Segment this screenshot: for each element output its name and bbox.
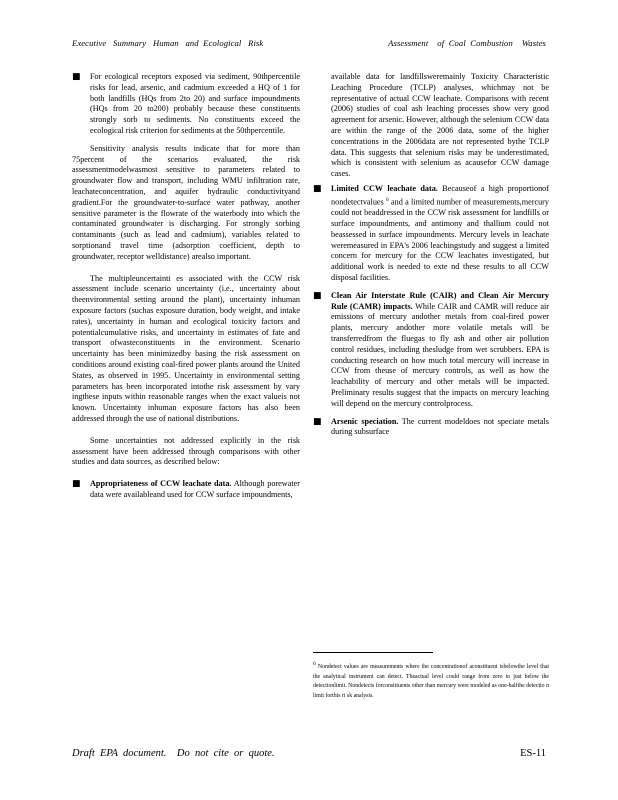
square-bullet-icon: ■ xyxy=(313,416,322,427)
square-bullet-icon: ■ xyxy=(72,479,81,490)
bullet-limited-text-post: and a limited number of measurements,mercury could not beaddressed in the CCW risk assessment for landfills or surface impoundments, and antimony and thallium could not beassessed in surface impoundments. Mercury levels in leachate weremeasured in EPA's 2006 leachingstudy and suggest a limited concern for mercury for the CCW leachates investigated, but additional work is needed to exte nd these results to all CCW disposal facilities. xyxy=(331,197,549,283)
paragraph-uncertainty: The multipleuncertainti es associated with the CCW risk assessment include scenario uncertainty (i.e., uncertainty about theenvironmental setting around the plant), uncertainty inhuman exposure factors (suchas exposure duration, body weight, and intake rates), uncertainty in human and ecological toxicity factors and potentialcumulative risks, and uncertainty in estimates of fate and transport ofwasteconstituents in the environment. Scenario uncertainty has been minimizedby basing the risk assessment on conditions around existing coal-fired power plants around the United States, as observed in 1995. Uncertainty in environmental setting parameters has been incorporated intothe risk assessment by vary ingthese inputs within reasonable ranges when the exact valueis not known. Uncertainty inhuman exposure factors has also been addressed through the use of national distributions. xyxy=(72,273,300,423)
bullet-ecological-text: For ecological receptors exposed via sediment, 90thpercentile risks for lead, arsenic, and cadmium exceeded a HQ of 1 for both landfills (HQs from 2to 20) and surface impoundments (HQs from 20 to200) probably because these constituents strongly sorb to sediments. No constituents exceed the ecological risk criterion for sediments at the 50thpercentile. xyxy=(90,72,300,135)
page-number: ES-11 xyxy=(520,748,546,759)
bullet-appropriateness-text: Although porewater data were availableand used for CCW surface impoundments, xyxy=(90,479,300,499)
bullet-limited-text-pre: Becauseof a high proportionof nondetectvalues xyxy=(331,183,549,207)
bullet-limited-data xyxy=(313,184,549,284)
bullet-appropriateness xyxy=(72,479,300,501)
page-footer xyxy=(72,748,546,762)
footnote-text: Nondetect values are measurements where the concentrationof aconstituent isbelowthe level that the analytical instrument can detect. Theactual level could range from zero to just below the detectionlimit. Nondetects forconstituents other than mercury were modeled as one-halfthe detectio n limit forthis ri sk analysis. xyxy=(313,663,549,699)
bullet-ecological xyxy=(72,72,300,137)
square-bullet-icon: ■ xyxy=(72,72,81,82)
footnote-reference[interactable]: 6 xyxy=(386,196,389,203)
right-column xyxy=(313,72,549,445)
continuation-text: available data for landfillsweremainly Toxicity Characteristic Leaching Procedure (TCLP) analyses, whichmay not be representative of actual CCW leachate. Comparisons with recent (2006) studies of coal ash leaching processes show very good agreement for arsenic. However, although the selenium CCW data are within the range of the 2006 data, some of the higher concentrations in the 2006data are not represented bythe TCLP data. This suggests that selenium risks may be underestimated, which is consistent with selenium as acausefor CCW damage cases. xyxy=(331,72,549,179)
footer-disclaimer: Draft EPA document. Do not cite or quote. xyxy=(72,748,275,759)
running-header xyxy=(72,38,546,52)
left-column xyxy=(72,72,300,508)
bullet-cair-text: While CAIR and CAMR will reduce air emissions of mercury andother metals from coal-fired power plants, mercury andother more volatile metals will be transferredfrom the fluegas to fly ash and other air pollution control residues, including thesludge from wet scrubbers. EPA is conducting research on how much total mercury will increase in CCW from theuse of mercury controls, as well as how the leachability of mercury and other metals will be impacted. Preliminary results suggest that the impacts on mercury leaching will depend on the mercury controlprocess. xyxy=(331,301,549,408)
footnote-number: 6 xyxy=(313,661,316,667)
bullet-cair-title: Clean Air Interstate Rule (CAIR) and Clean Air Mercury Rule (CAMR) impacts. xyxy=(331,290,549,311)
square-bullet-icon: ■ xyxy=(313,290,322,301)
header-right: Assessment of Coal Combustion Wastes xyxy=(388,38,546,48)
footnote-divider xyxy=(313,652,433,653)
paragraph-sensitivity: Sensitivity analysis results indicate that for more than 75percent of the scenarios evaluated, the risk assessmentmodelwasmost sensitive to parameters related to groundwater flow and transport, including WMU infiltration rate, leachateconcentration, and aquifer hydraulic conductivityand gradient.For the groundwater-to-surface water pathway, another sensitive parameter is the flowrate of the waterbody into which the contaminated groundwater is discharging. For strongly sorbing contaminants (such as lead and cadmium), variables related to sorptionand travel time (adsorption coefficient, depth to groundwater, receptor welldistance) arealso important. xyxy=(72,143,300,261)
bullet-arsenic xyxy=(313,417,549,439)
bullet-arsenic-text: The current modeldoes not speciate metals during subsurface xyxy=(331,416,549,437)
bullet-appropriateness-title: Appropriateness of CCW leachate data. xyxy=(90,479,232,489)
footnote xyxy=(313,660,549,701)
header-left: Executive Summary Human and Ecological Risk xyxy=(72,38,264,48)
square-bullet-icon: ■ xyxy=(313,183,322,194)
bullet-limited-title: Limited CCW leachate data. xyxy=(331,183,438,193)
bullet-cair-camr xyxy=(313,291,549,410)
paragraph-some-uncertainties: Some uncertainties not addressed explicitly in the risk assessment have been addressed through comparisons with other studies and data sources, as described below: xyxy=(72,435,300,467)
bullet-arsenic-title: Arsenic speciation. xyxy=(331,416,399,426)
